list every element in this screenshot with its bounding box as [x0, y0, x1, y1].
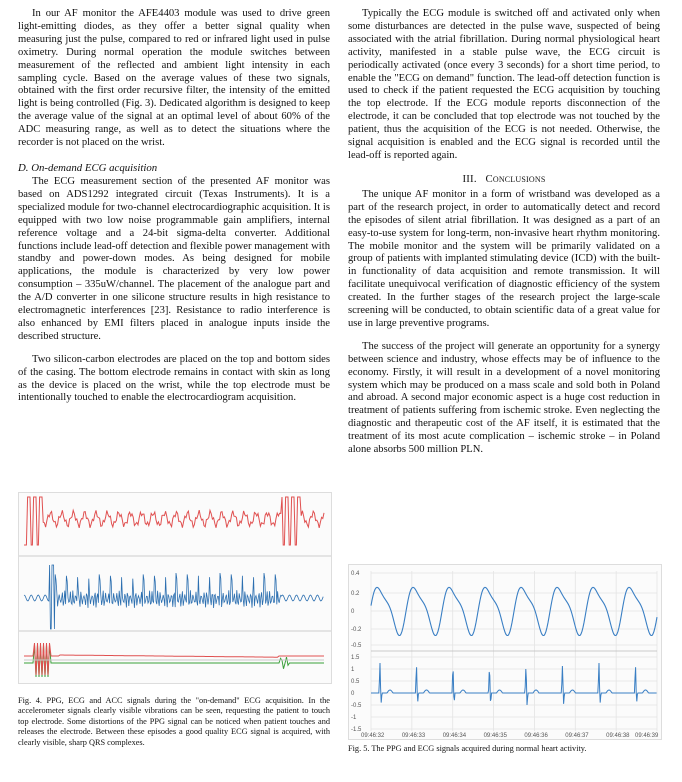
time-label: 09:46:34: [442, 733, 467, 739]
subsection-heading: D. On-demand ECG acquisition: [18, 161, 158, 174]
left-paragraph-2: The ECG measurement section of the presented AF monitor was based on ADS1292 integrated circuit (Texas Instruments). It is a specialized module for two-channel electrocardiographic acquisition. It is equipped with two low noise programmable gain amplifiers, internal reference voltage and a 24-bit sigma-delta converter. Additional functions include lead-off detection and flexible power management with standby and power-down modes. As being designed for mobile applications, the module is characterized by very low power consumption – 335uW/channel. The placement of the analogue part and the A/D converter in one silicone structure results in high resistance to electromagnetic interferences [23]. Resistance to radio interference is also enhanced by EMI filters placed in analogue inputs inside the described structure.: [18, 175, 330, 342]
left-paragraph-1: In our AF monitor the AFE4403 module was used to drive green light-emitting diodes, as they offer a better signal quality when measuring just the pulse, compared to red or infrared light used in pulse oximetry. During normal operation the module switches between measurement of the reflected and ambient light intensity in each sampling cycle. Based on the average values of these two signals, obtained with the first order recursive filter, the intensity of the emitted light is being controlled (Fig. 3). Dedicated algorithm is designed to keep the average value of the signal at an optimal level of about 60% of the ADC measuring range, as well as to detect the situations where the recorder is not placed on the wrist.: [18, 8, 330, 149]
figure-5: [348, 564, 662, 740]
figure-4-caption: Fig. 4. PPG, ECG and ACC signals during the "on-demand" ECG acquisition. In the accelerometer signals clearly visible vibrations can be seen, requesting the patient to touch top electrode. Some distortions of the PPG signal can be noticed when patient touches and releases the electrode. Between these episodes a good quality ECG signal is acquired, with clearly visible, sharp QRS complexes.: [18, 696, 330, 747]
right-paragraph-1: Typically the ECG module is switched off and activated only when some disturbances are detected in the pulse wave, suspected of being associated with the atrial fibrillation. During normal physiological heart activity, manifested in a stable pulse wave, the ECG circuit is periodically activated (once every 3 seconds) for a short time period, to enable the "ECG on demand" function. The lead-off detection function is used to check if the patient requested the ECG acquisition by touching the top electrode. If the ECG module reports disconnection of the electrode, it can be concluded that top electrode was not touched by the patient, thus the acquisition of the ECG is not needed. Otherwise, the signal acquisition is enabled and the ECG signal is recorded until the lead-off is reported again.: [348, 8, 660, 161]
y-tick-label: 1.5: [351, 655, 360, 661]
figure-5-caption: Fig. 5. The PPG and ECG signals acquired during normal heart activity.: [348, 744, 587, 753]
y-tick-label: 0.4: [351, 571, 360, 577]
y-tick-label: -1: [351, 715, 357, 721]
right-paragraph-2: The unique AF monitor in a form of wristband was developed as a part of the research project, in order to automatically detect and record the episodes of silent atrial fibrillation. It was designed as a part of an easy-to-use system for long-term, non-invasive heart rhythm monitoring. The mobile monitor and the system will be primarily validated on a group of patients with implanted stimulating device (ICD) with the built-in functionality of data acquisition and remote transmission. It will facilitate unequivocal verification of diagnostic efficiency of the system created. In the further stages of the research project the large-scale screening will be conducted, to obtain scientific data of a great value for use in large preventive programs.: [348, 188, 660, 329]
left-paragraph-3: Two silicon-carbon electrodes are placed on the top and bottom sides of the casing. The bottom electrode remains in contact with skin as long as the device is placed on the wrist, while the top electrode must be intentionally touched to enable the electrocardiogram acquisition.: [18, 353, 330, 404]
time-label: 09:46:32: [361, 733, 385, 739]
y-tick-label: -1.5: [351, 727, 362, 733]
time-label: 09:46:36: [524, 733, 548, 739]
time-label: 09:46:33: [401, 733, 426, 739]
y-tick-label: 0: [351, 609, 355, 615]
section-heading: [348, 173, 660, 185]
y-tick-label: -0.5: [351, 643, 362, 649]
left-column: [18, 8, 330, 405]
y-tick-label: -0.5: [351, 703, 362, 709]
time-label: 09:46:38: [606, 733, 630, 739]
right-column: [348, 8, 660, 457]
y-tick-label: 0: [351, 691, 355, 697]
figure-4-signals: [19, 493, 331, 683]
y-tick-label: 1: [351, 667, 355, 673]
time-label: 09:46:35: [483, 733, 507, 739]
time-label: 09:46:39: [635, 733, 659, 739]
y-tick-label: 0.5: [351, 679, 360, 685]
figure-4: [18, 492, 332, 684]
y-tick-label: -0.2: [351, 627, 362, 633]
right-paragraph-3: The success of the project will generate an opportunity for a synergy between science and industry, whose effects may be of influence to the economy. Firstly, it will result in a development of a novel monitoring system which may be produced on a mass scale and sold both in Poland and abroad. A second major economic aspect is a huge cost reduction in treatment of patients suffering from ischemic stroke. Even neglecting the diagnostic and therapeutic cost of the AF itself, it is estimated that the treatment of its most acute complication – ischemic stroke – in Poland alone absorbs 500 million PLN.: [348, 340, 660, 456]
y-tick-label: 0.2: [351, 591, 360, 597]
figure-5-signals: [349, 565, 661, 739]
section-number: III.: [462, 172, 477, 185]
section-title: Conclusions: [485, 172, 546, 185]
time-label: 09:46:37: [565, 733, 589, 739]
